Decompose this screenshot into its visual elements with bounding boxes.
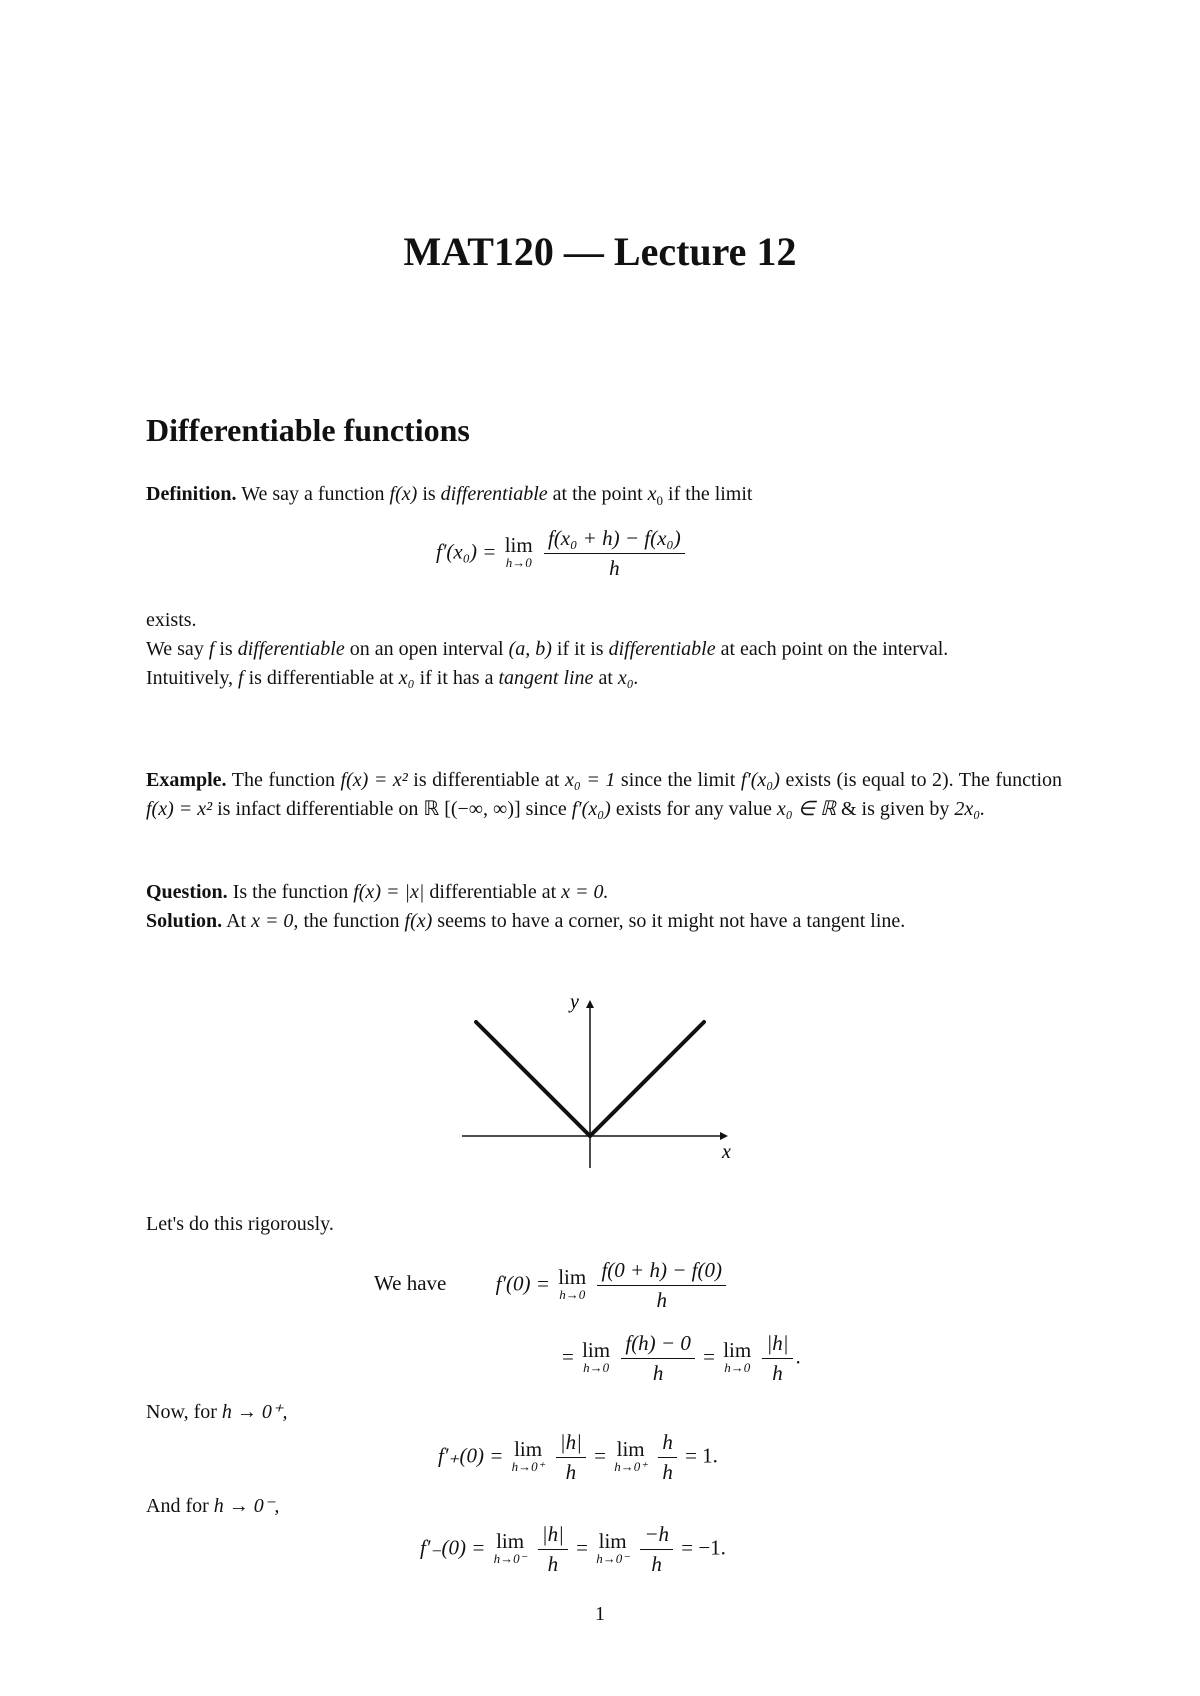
result: = −1. <box>681 1535 726 1560</box>
limit-operator <box>596 1528 630 1568</box>
equation-lhs: f′(x₀) = <box>436 539 497 564</box>
intuitive-sentence <box>146 664 1062 693</box>
fraction-denominator: h <box>652 1361 664 1385</box>
example-lead: Example. <box>146 769 227 791</box>
limit-operator <box>558 1264 587 1304</box>
fraction <box>658 1430 677 1485</box>
emphasis-differentiable: differentiable <box>440 483 548 505</box>
second-equation-line <box>562 1331 801 1386</box>
fraction-numerator: h <box>658 1430 677 1458</box>
emphasis-tangent-line: tangent line <box>498 667 594 689</box>
fraction <box>597 1258 725 1313</box>
limit-operator <box>504 532 533 572</box>
lim-label: lim <box>598 1528 627 1553</box>
text: the function <box>303 910 400 932</box>
equals-sign: = <box>576 1535 588 1560</box>
fraction-denominator: h <box>547 1552 559 1576</box>
equation-lhs: f′₊(0) = <box>438 1443 504 1468</box>
math-fx-square: f(x) = x² <box>340 769 408 791</box>
math-result: 2x₀. <box>954 798 986 820</box>
solution-line <box>146 907 1062 936</box>
we-have-label: We have <box>374 1271 447 1296</box>
fraction-numerator: |h| <box>556 1430 586 1458</box>
text: if it is <box>556 638 604 660</box>
math-reals: ℝ [(−∞, ∞)] <box>423 798 521 820</box>
text: Is the function <box>232 881 349 903</box>
fraction-denominator: h <box>565 1460 577 1484</box>
limit-operator <box>723 1337 752 1377</box>
question-line <box>146 878 1062 907</box>
text: on an open interval <box>349 638 504 660</box>
right-limit-intro <box>146 1398 1062 1427</box>
text: And for <box>146 1495 209 1517</box>
lim-label: lim <box>616 1436 645 1461</box>
text: Now, for <box>146 1401 217 1423</box>
fraction <box>544 526 685 581</box>
limit-operator <box>493 1528 527 1568</box>
math-x0: x₀ <box>398 667 415 689</box>
question-lead: Question. <box>146 881 228 903</box>
definition-text: if the limit <box>668 483 753 505</box>
limit-operator <box>614 1436 648 1476</box>
definition-equation <box>436 526 688 581</box>
fraction-denominator: h <box>651 1552 662 1576</box>
lim-label: lim <box>514 1436 543 1461</box>
text: We say <box>146 638 204 660</box>
fraction-denominator: h <box>662 1460 673 1484</box>
math-fx-square: f(x) = x² <box>146 798 213 820</box>
text: exists (is equal to 2). The function <box>785 769 1063 791</box>
definition-continuation <box>146 606 1062 693</box>
math-subscript: 0 <box>656 493 664 508</box>
text: since the limit <box>620 769 736 791</box>
limit-operator <box>582 1337 611 1377</box>
equals-sign: = <box>562 1344 574 1369</box>
graph-svg <box>458 980 748 1175</box>
math-fprime: f′(x₀) <box>571 798 611 820</box>
fraction-numerator: f(x₀ + h) − f(x₀) <box>544 526 685 554</box>
lim-subscript: h→0 <box>583 1359 610 1375</box>
math-x0: x₀. <box>617 667 639 689</box>
fraction <box>762 1331 792 1386</box>
x-axis-label: x <box>722 1141 731 1163</box>
left-limit-equation <box>420 1522 726 1577</box>
fraction <box>621 1331 695 1386</box>
equation-lhs: f′₋(0) = <box>420 1535 486 1560</box>
definition-text: We say a function <box>241 483 385 505</box>
text: is <box>219 638 233 660</box>
lim-subscript: h→0 <box>724 1359 751 1375</box>
math-x0-eq: x₀ = 1 <box>564 769 616 791</box>
math-x-eq: x = 0. <box>561 881 609 903</box>
example-paragraph <box>146 766 1062 824</box>
definition-lead: Definition. <box>146 483 237 505</box>
math-x0-in-reals: x₀ ∈ ℝ <box>776 798 836 820</box>
text: is differentiable at <box>413 769 560 791</box>
equals-sign: = <box>703 1344 715 1369</box>
result: = 1. <box>685 1443 718 1468</box>
period: . <box>795 1344 801 1369</box>
fraction <box>556 1430 586 1485</box>
emphasis-differentiable: differentiable <box>237 638 345 660</box>
exists-text: exists. <box>146 609 197 631</box>
fraction-numerator: |h| <box>538 1522 568 1550</box>
text: at each point on the interval. <box>720 638 949 660</box>
math-fprime: f′(x₀) <box>740 769 780 791</box>
math-x-eq: x = 0, <box>251 910 299 932</box>
lim-subscript: h→0⁻ <box>596 1550 630 1566</box>
math-fx: f(x) <box>404 910 433 932</box>
left-branch <box>476 1022 590 1136</box>
page-number: 1 <box>595 1603 605 1625</box>
fraction-numerator: f(h) − 0 <box>621 1331 695 1359</box>
fraction-denominator: h <box>772 1361 783 1385</box>
interval-sentence <box>146 635 1062 664</box>
math-h-to-0-plus: h → 0⁺, <box>221 1401 288 1423</box>
text: At <box>226 910 247 932</box>
math-fx: f(x) <box>389 483 418 505</box>
lim-label: lim <box>723 1337 752 1362</box>
lim-subscript: h→0⁺ <box>511 1458 545 1474</box>
math-fx-abs: f(x) = |x| <box>353 881 425 903</box>
text: at <box>598 667 613 689</box>
question-solution-paragraph <box>146 878 1062 936</box>
y-axis-label: y <box>570 991 579 1013</box>
rigor-intro: Let's do this rigorously. <box>146 1213 334 1235</box>
fraction-numerator: f(0 + h) − f(0) <box>597 1258 725 1286</box>
definition-paragraph <box>146 480 1062 515</box>
lim-subscript: h→0 <box>505 554 532 570</box>
section-heading: Differentiable functions <box>146 412 470 448</box>
math-h-to-0-minus: h → 0⁻, <box>213 1495 280 1517</box>
emphasis-differentiable: differentiable <box>608 638 716 660</box>
equals-sign: = <box>594 1443 606 1468</box>
right-branch <box>590 1022 704 1136</box>
equation-lhs: f′(0) = <box>495 1271 550 1296</box>
right-limit-equation <box>438 1430 718 1485</box>
definition-text: at the point <box>552 483 643 505</box>
definition-text: is <box>422 483 436 505</box>
math-x: x <box>647 483 657 505</box>
page-title: MAT120 — Lecture 12 <box>403 229 797 274</box>
lim-label: lim <box>558 1264 587 1289</box>
text: is infact differentiable on <box>217 798 419 820</box>
lim-label: lim <box>504 532 533 557</box>
lim-subscript: h→0⁺ <box>614 1458 648 1474</box>
y-axis-arrow <box>586 1000 594 1008</box>
math-f: f <box>208 638 215 660</box>
fraction-denominator: h <box>609 556 620 580</box>
limit-operator <box>511 1436 545 1476</box>
text: is differentiable at <box>248 667 394 689</box>
fraction-numerator: −h <box>640 1522 673 1550</box>
lim-label: lim <box>496 1528 525 1553</box>
text: if it has a <box>419 667 494 689</box>
text: Intuitively, <box>146 667 234 689</box>
text: exists for any value <box>615 798 772 820</box>
left-limit-intro <box>146 1492 1062 1521</box>
math-interval: (a, b) <box>508 638 552 660</box>
abs-value-graph <box>458 980 748 1175</box>
text: since <box>525 798 567 820</box>
text: & is given by <box>841 798 950 820</box>
x-axis-arrow <box>720 1132 728 1140</box>
we-have-line <box>374 1258 729 1313</box>
fraction-denominator: h <box>656 1288 667 1312</box>
text: The function <box>231 769 336 791</box>
text: differentiable at <box>429 881 557 903</box>
fraction-numerator: |h| <box>762 1331 792 1359</box>
math-x0 <box>647 483 664 508</box>
lim-subscript: h→0⁻ <box>493 1550 527 1566</box>
solution-lead: Solution. <box>146 910 223 932</box>
lim-subscript: h→0 <box>559 1286 586 1302</box>
math-f: f <box>238 667 244 689</box>
fraction <box>640 1522 673 1577</box>
fraction <box>538 1522 568 1577</box>
text: seems to have a corner, so it might not have a tangent line. <box>437 910 906 932</box>
lim-label: lim <box>582 1337 611 1362</box>
